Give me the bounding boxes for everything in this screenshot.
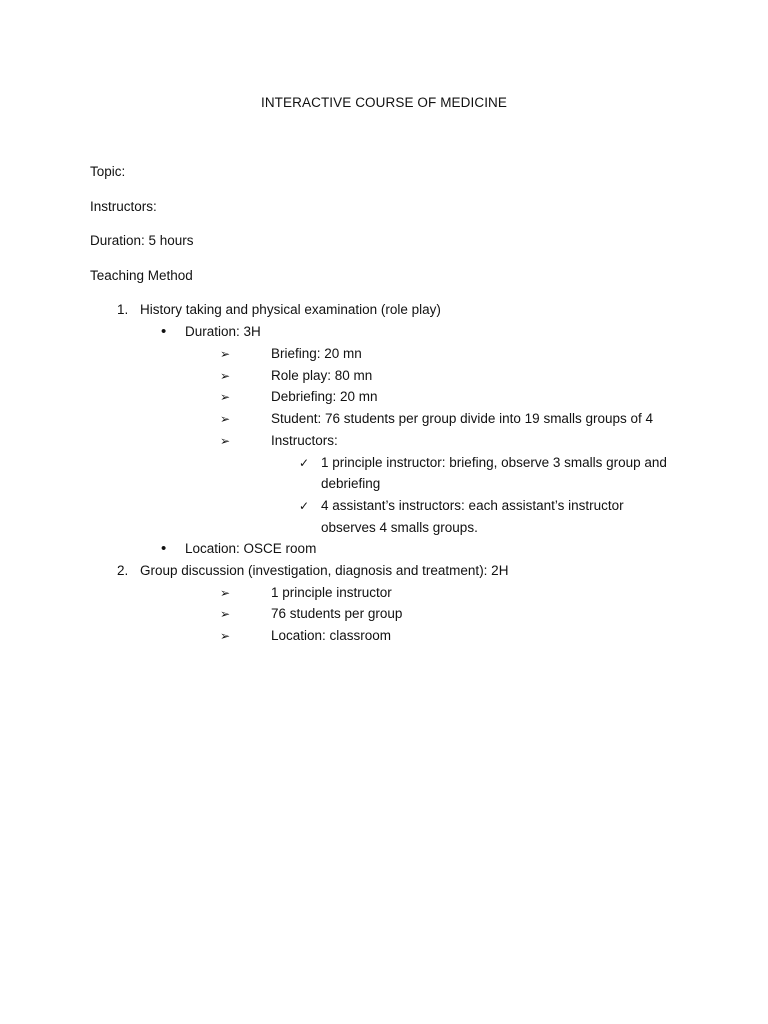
list-item: 76 students per group <box>271 606 403 621</box>
list-item: Briefing: 20 mn <box>271 346 362 361</box>
list-item: 1 principle instructor <box>271 585 392 600</box>
section-1-duration: Duration: 3H <box>185 324 261 339</box>
list-item: Location: classroom <box>271 628 392 643</box>
teaching-method-heading: Teaching Method <box>90 268 193 283</box>
arrow-bullet-icon: ➢ <box>220 434 231 448</box>
list-item: Debriefing: 20 mn <box>271 389 378 404</box>
arrow-bullet-icon: ➢ <box>220 347 231 361</box>
list-item: Role play: 80 mn <box>271 368 373 383</box>
list-item: Student: 76 students per group divide into 19 smalls groups of 4 <box>271 411 653 426</box>
list-item: Instructors: <box>271 433 338 448</box>
bullet-icon: • <box>161 540 167 557</box>
instructors-field: Instructors: <box>90 199 157 214</box>
arrow-bullet-icon: ➢ <box>220 390 231 404</box>
arrow-bullet-icon: ➢ <box>220 369 231 383</box>
arrow-bullet-icon: ➢ <box>220 586 231 600</box>
checkmark-icon: ✓ <box>299 456 310 470</box>
topic-field: Topic: <box>90 164 126 179</box>
arrow-bullet-icon: ➢ <box>220 629 231 643</box>
arrow-bullet-icon: ➢ <box>220 412 231 426</box>
checkmark-icon: ✓ <box>299 499 310 513</box>
instructor-item-line: 1 principle instructor: briefing, observe 3 smalls group and <box>321 455 667 470</box>
section-1-location: Location: OSCE room <box>185 541 317 556</box>
instructor-item-line: 4 assistant’s instructors: each assistant’s instructor <box>321 498 624 513</box>
instructor-item-line: debriefing <box>321 476 381 491</box>
duration-field: Duration: 5 hours <box>90 233 194 248</box>
document-title: INTERACTIVE COURSE OF MEDICINE <box>260 95 508 110</box>
section-2-number: 2. <box>117 563 129 578</box>
section-1-number: 1. <box>117 302 129 317</box>
bullet-icon: • <box>161 323 167 340</box>
section-2-heading: Group discussion (investigation, diagnosis and treatment): 2H <box>140 563 509 578</box>
arrow-bullet-icon: ➢ <box>220 607 231 621</box>
section-1-heading: History taking and physical examination (role play) <box>140 302 441 317</box>
instructor-item-line: observes 4 smalls groups. <box>321 520 478 535</box>
